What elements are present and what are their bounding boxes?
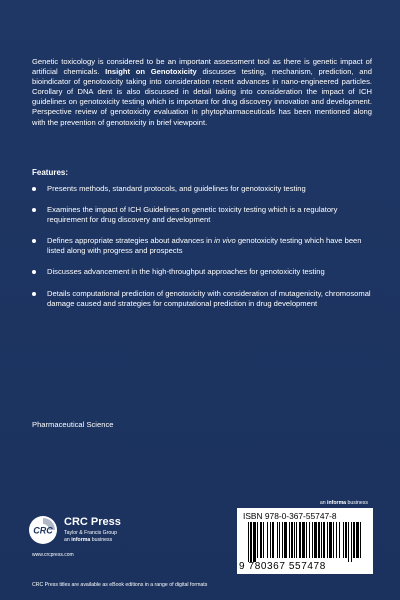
- barcode-bar: [306, 522, 307, 558]
- barcode-bar: [282, 522, 283, 558]
- barcode-bar: [356, 522, 359, 558]
- barcode-bar: [263, 522, 264, 558]
- barcode-bar: [309, 522, 310, 558]
- isbn-number: ISBN 978-0-367-55747-8: [243, 511, 337, 521]
- barcode-bar: [348, 522, 349, 562]
- barcode-bar: [327, 522, 328, 558]
- barcode-bar: [323, 522, 325, 558]
- barcode-bar: [257, 522, 258, 558]
- feature-item: [32, 267, 372, 277]
- subject-category: Pharmaceutical Science: [32, 420, 114, 429]
- feature-item: [32, 236, 372, 256]
- feature-text-italic: in vivo: [214, 236, 236, 246]
- feature-item: [32, 184, 372, 194]
- barcode-panel: [237, 508, 373, 574]
- barcode-bar: [314, 522, 317, 558]
- publisher-block: [28, 515, 188, 565]
- barcode-bar: [339, 522, 340, 558]
- informa-tag-name: informa: [327, 500, 347, 506]
- feature-text: Presents methods, standard protocols, and guidelines for genotoxicity testing: [47, 184, 306, 193]
- informa-tag-business: business: [346, 500, 368, 506]
- bullet-icon: [32, 292, 36, 296]
- barcode-bar: [351, 522, 352, 562]
- barcode-bar: [277, 522, 278, 558]
- barcode-bar: [353, 522, 355, 558]
- barcode-bar: [302, 522, 305, 558]
- publisher-url[interactable]: www.crcpress.com: [32, 552, 74, 558]
- barcode-bar: [272, 522, 274, 558]
- barcode-bar: [299, 522, 301, 558]
- bullet-icon: [32, 208, 36, 212]
- barcode-bar: [333, 522, 334, 558]
- features-heading: Features:: [32, 168, 69, 177]
- barcode-bar: [291, 522, 293, 558]
- publisher-informa-prefix: an: [64, 537, 72, 543]
- barcode-bar: [294, 522, 295, 558]
- publisher-informa-business: business: [90, 537, 113, 543]
- barcode-bar: [284, 522, 287, 558]
- blurb-text-end: discusses testing, mechanism, prediction, and bioindicator of genotoxicity taking into consideration recent advances in nano-engineered particles. Corollary of DNA dent is also discussed in detail taking into consideration the impact of ICH guidelines on genotoxicity testing which is important for drug discovery innovation and development. Perspective review of genotoxicity evaluation in phytopharmaceuticals has been mentioned along with the prevention of genotoxicity in brief viewpoint.: [32, 67, 372, 127]
- barcode-bar: [345, 522, 347, 558]
- publisher-informa-line: [64, 537, 112, 543]
- barcode-digits: 9 780367 557478: [239, 561, 326, 572]
- barcode-bar: [360, 522, 361, 558]
- barcode-bar: [336, 522, 337, 558]
- feature-text: Discusses advancement in the high-throughput approaches for genotoxicity testing: [47, 267, 325, 277]
- barcode-bar: [253, 522, 256, 562]
- ebook-availability-note: CRC Press titles are available as eBook editions in a range of digital formats: [32, 582, 208, 588]
- informa-tag-prefix: an: [319, 500, 328, 506]
- feature-item: [32, 205, 372, 225]
- bullet-icon: [32, 239, 36, 243]
- barcode-bar: [296, 522, 297, 558]
- barcode-bar: [312, 522, 313, 558]
- blurb-text-start: Genetic toxicology is considered to be an important assessment tool as there is genetic impact of artificial chemicals.: [32, 57, 372, 77]
- informa-business-tag: [320, 500, 368, 506]
- publisher-name: CRC Press: [64, 516, 121, 528]
- feature-text-before: Defines appropriate strategies about advances in: [47, 236, 215, 246]
- crc-press-logo-icon: [28, 515, 58, 545]
- feature-text: Details computational prediction of genotoxicity with consideration of mutagenicity, chromosomal damage caused and strategies for computational prediction in drug development: [47, 288, 371, 308]
- barcode-bar: [267, 522, 268, 558]
- barcode-bar: [270, 522, 271, 558]
- barcode-bar: [260, 522, 262, 558]
- barcode-bar: [279, 522, 280, 558]
- feature-text-after: genotoxicity testing which have been listed along with progress and prospects: [47, 236, 362, 256]
- features-list: [32, 184, 372, 320]
- crc-logo-text: CRC: [33, 525, 53, 536]
- publisher-group: Taylor & Francis Group: [64, 530, 118, 536]
- barcode-bar: [318, 522, 320, 558]
- bullet-icon: [32, 187, 36, 191]
- barcode-bar: [289, 522, 290, 558]
- barcode-icon: [248, 522, 362, 562]
- barcode-bar: [248, 522, 249, 562]
- feature-text: Examines the impact of ICH Guidelines on genetic toxicity testing which is a regulatory requirement for drug discovery and development: [47, 205, 338, 225]
- barcode-bar: [250, 522, 252, 562]
- barcode-bar: [321, 522, 322, 558]
- barcode-bar: [329, 522, 332, 558]
- feature-item: [32, 289, 372, 309]
- blurb-paragraph: [32, 57, 372, 128]
- blurb-book-title: Insight on Genotoxicity: [105, 67, 197, 77]
- bullet-icon: [32, 270, 36, 274]
- publisher-informa-name: informa: [71, 537, 91, 543]
- barcode-bar: [343, 522, 344, 558]
